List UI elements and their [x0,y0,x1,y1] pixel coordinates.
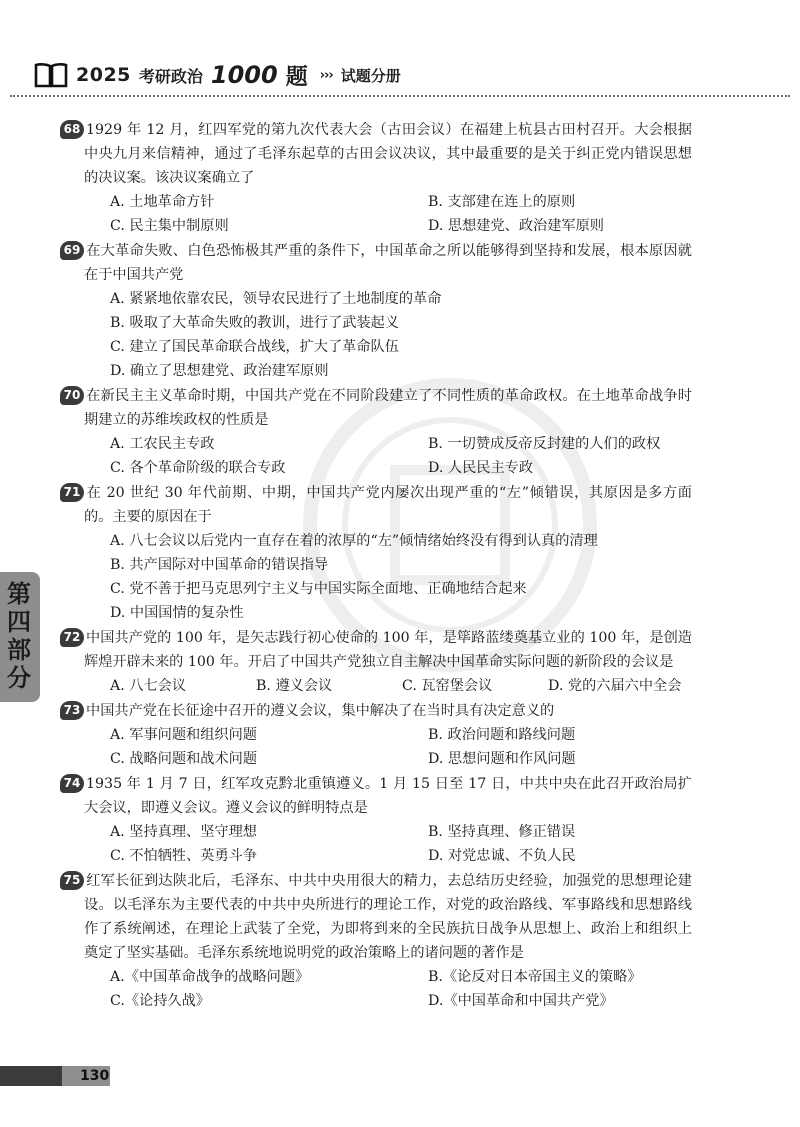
question-stem [63,772,692,820]
answer-option: A. 土地革命方针 [110,194,215,210]
answer-option: C. 不怕牺牲、英勇斗争 [110,848,258,864]
header-ti: 题 [285,64,308,90]
answer-option: B. 一切赞成反帝反封建的人们的政权 [428,436,661,452]
page-header [34,58,401,92]
answer-option: C. 党不善于把马克思列宁主义与中国实际全面地、正确地结合起来 [110,581,527,597]
answer-option: D. 中国国情的复杂性 [110,605,244,621]
question-72 [63,626,692,698]
question-71 [63,481,692,625]
header-year: 2025 [76,64,131,86]
answer-option: B. 政治问题和路线问题 [428,727,576,743]
answer-option: C. 瓦窑堡会议 [402,678,493,694]
question-75 [63,869,692,1013]
question-number-badge: 69 [60,241,84,260]
answer-option: B. 支部建在连上的原则 [428,194,576,210]
question-text: 中国共产党的 100 年，是矢志践行初心使命的 100 年，是筚路蓝缕奠基立业的 100 年，是创造辉煌开辟未来的 100 年。开启了中国共产党独立自主解决中国革命实际问题的新阶段的会议是 [84,630,692,670]
part-char: 四 [7,608,31,636]
part-char: 分 [7,664,31,692]
header-subtitle: 试题分册 [340,66,401,85]
answer-options [84,965,692,1013]
answer-option: D.《中国革命和中国共产党》 [428,993,614,1009]
question-stem [63,384,692,432]
answer-options [84,529,692,625]
answer-option: D. 人民民主专政 [428,460,534,476]
answer-option: B. 遵义会议 [256,678,333,694]
answer-option: A. 坚持真理、坚守理想 [110,824,257,840]
question-stem [63,118,692,190]
answer-options [84,674,692,698]
header-divider [10,95,790,97]
header-title: 考研政治 [138,66,203,86]
question-text: 1935 年 1 月 7 日，红军攻克黔北重镇遵义。1 月 15 日至 17 日，中共中央在此召开政治局扩大会议，即遵义会议。遵义会议的鲜明特点是 [84,776,692,816]
question-74 [63,772,692,868]
question-text: 在大革命失败、白色恐怖极其严重的条件下，中国革命之所以能够得到坚持和发展，根本原因就在于中国共产党 [84,243,692,283]
open-book-icon [34,61,68,89]
answer-options [84,432,692,480]
answer-option: C.《论持久战》 [110,993,210,1009]
answer-option: D. 思想建党、政治建军原则 [428,218,604,234]
answer-option: C. 各个革命阶级的联合专政 [110,460,286,476]
answer-options [84,287,692,383]
question-stem [63,481,692,529]
question-stem [63,869,692,965]
question-number-badge: 71 [60,483,84,502]
answer-option: A. 八七会议 [110,678,187,694]
question-number-badge: 72 [60,628,84,647]
question-text: 1929 年 12 月，红四军党的第九次代表大会（古田会议）在福建上杭县古田村召开。大会根据中央九月来信精神，通过了毛泽东起草的古田会议决议，其中最重要的是关于纠正党内错误思想的决议案。该决议案确立了 [84,122,692,186]
answer-option: C. 战略问题和战术问题 [110,751,258,767]
answer-option: B. 坚持真理、修正错误 [428,824,576,840]
question-stem [63,626,692,674]
answer-option: A. 紧紧地依靠农民，领导农民进行了土地制度的革命 [110,291,442,307]
answer-options [84,723,692,771]
answer-option: A. 工农民主专政 [110,436,215,452]
page-number: 130 [80,1068,110,1084]
question-stem [63,239,692,287]
question-number-badge: 74 [60,774,84,793]
header-count: 1000 [210,61,278,89]
question-number-badge: 70 [60,386,84,405]
question-text: 在新民主主义革命时期，中国共产党在不同阶段建立了不同性质的革命政权。在土地革命战争时期建立的苏维埃政权的性质是 [84,388,692,428]
answer-option: A. 军事问题和组织问题 [110,727,257,743]
part-label [4,580,34,692]
question-68 [63,118,692,238]
answer-options [84,190,692,238]
question-list [63,118,692,1014]
question-text: 中国共产党在长征途中召开的遵义会议，集中解决了在当时具有决定意义的 [86,703,555,719]
answer-option: D. 思想问题和作风问题 [428,751,576,767]
question-text: 红军长征到达陕北后，毛泽东、中共中央用很大的精力，去总结历史经验，加强党的思想理论建设。以毛泽东为主要代表的中共中央所进行的理论工作，对党的政治路线、军事路线和思想路线作了系统阐述，在理论上武装了全党，为即将到来的全民族抗日战争从思想上、政治上和组织上奠定了坚实基础。毛泽东系统地说明党的政治策略上的诸问题的著作是 [84,873,692,961]
question-number-badge: 73 [60,701,84,720]
answer-option: B.《论反对日本帝国主义的策略》 [428,969,642,985]
part-char: 第 [7,580,31,608]
question-73 [63,699,692,771]
answer-option: A.《中国革命战争的战略问题》 [110,969,310,985]
question-69 [63,239,692,383]
answer-option: D. 确立了思想建党、政治建军原则 [110,363,329,379]
answer-option: D. 对党忠诚、不负人民 [428,848,576,864]
answer-option: C. 民主集中制原则 [110,218,229,234]
header-arrows: ››› [319,67,333,83]
answer-options [84,820,692,868]
answer-option: C. 建立了国民革命联合战线，扩大了革命队伍 [110,339,399,355]
part-side-tab [0,572,40,702]
answer-option: B. 吸取了大革命失败的教训，进行了武装起义 [110,315,400,331]
question-70 [63,384,692,480]
question-number-badge: 68 [60,120,84,139]
question-stem [63,699,692,723]
answer-option: D. 党的六届六中全会 [548,678,682,694]
answer-option: B. 共产国际对中国革命的错误指导 [110,557,329,573]
answer-option: A. 八七会议以后党内一直存在着的浓厚的“左”倾情绪始终没有得到认真的清理 [110,533,598,549]
question-text: 在 20 世纪 30 年代前期、中期，中国共产党内屡次出现严重的“左”倾错误，其原因是多方面的。主要的原因在于 [84,485,692,525]
footer-bar-dark [0,1066,62,1086]
question-number-badge: 75 [60,871,84,890]
part-char: 部 [7,636,31,664]
